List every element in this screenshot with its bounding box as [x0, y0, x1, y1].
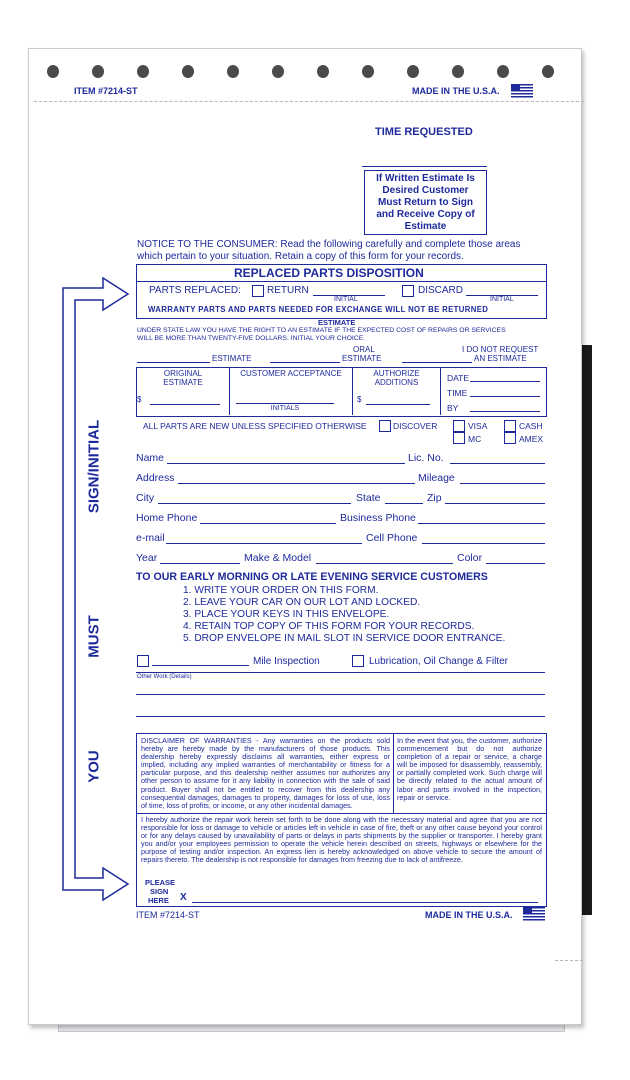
signature-prompt: HERE [148, 896, 169, 905]
lube-label: Lubrication, Oil Change & Filter [369, 656, 508, 667]
date-label: DATE [447, 373, 470, 383]
by-label: BY [447, 403, 459, 413]
estimate-notice-line: Desired Customer [382, 185, 469, 196]
authorize-label: ADDITIONS [374, 378, 419, 387]
legal-divider [137, 813, 546, 814]
cancellation-text: In the event that you, the customer, authorize commencement but do not authorize completion of a repair or service, a charge will be imposed for disassembly, reassembly, or partially completed work. Such charge will be directly related to the actual amount of labor and parts involved in the inspection, repair or service. [397, 736, 542, 802]
by-field[interactable] [470, 411, 540, 412]
zip-field[interactable] [445, 503, 545, 504]
customer-acceptance-label: CUSTOMER ACCEPTANCE [240, 369, 342, 378]
time-requested-line [362, 166, 487, 167]
discard-initial-caption: INITIAL [490, 296, 514, 303]
lube-checkbox[interactable] [352, 655, 364, 667]
us-flag-icon [523, 907, 545, 921]
estimate-law-text: UNDER STATE LAW YOU HAVE THE RIGHT TO AN ESTIMATE IF THE EXPECTED COST OF REPAIRS OR SERVICES [137, 327, 506, 334]
mile-inspection-label: Mile Inspection [253, 656, 320, 667]
year-label: Year [136, 552, 158, 564]
legal-divider [393, 733, 394, 813]
warranty-text: WARRANTY PARTS AND PARTS NEEDED FOR EXCHANGE WILL NOT BE RETURNED [148, 305, 489, 314]
estimate-table-divider [440, 367, 441, 415]
parts-new-text: ALL PARTS ARE NEW UNLESS SPECIFIED OTHERWISE [143, 421, 367, 431]
written-estimate-line[interactable] [137, 362, 210, 363]
side-banner-must: MUST [85, 615, 103, 658]
estimate-notice-line: If Written Estimate Is [376, 173, 475, 184]
discover-label: DISCOVER [393, 421, 438, 431]
customer-acceptance-field[interactable] [236, 403, 334, 404]
disclaimer-text: DISCLAIMER OF WARRANTIES - Any warranties on the products sold hereby are hereby made by the manufacturers of those products. This dealership hereby expressly disclaims all warranties, either express or implied, including any implied warranties of merchantability or fitness for a particular purpose, and this dealership neither assumes nor authorizes any other person to assume for it any liability in connection with the sale of said product. Buyer shall not be entitled to recover from this dealership any consequential damages, damages to property, damages for loss of use, loss of time, loss of profits, or income, or any other incidental damages. [141, 736, 390, 810]
city-field[interactable] [158, 503, 351, 504]
header-made-in: MADE IN THE U.S.A. [412, 86, 500, 96]
written-estimate-label: ESTIMATE [212, 354, 252, 363]
estimate-heading: ESTIMATE [318, 318, 356, 327]
binding-hole [317, 65, 329, 78]
binding-hole [137, 65, 149, 78]
early-service-step: 4. RETAIN TOP COPY OF THIS FORM FOR YOUR RECORDS. [183, 621, 475, 632]
other-work-label: Other Work (Details) [137, 674, 192, 680]
state-label: State [356, 492, 381, 504]
authorize-label: AUTHORIZE [373, 369, 420, 378]
oral-label: ORAL [353, 345, 375, 354]
discard-checkbox[interactable] [402, 285, 414, 297]
other-work-line[interactable] [136, 694, 545, 695]
estimate-notice-line: and Receive Copy of [376, 209, 475, 220]
binding-hole [182, 65, 194, 78]
parts-disposition-title: REPLACED PARTS DISPOSITION [234, 266, 424, 280]
name-field[interactable] [167, 463, 405, 464]
cell-phone-label: Cell Phone [366, 532, 418, 544]
original-estimate-field[interactable] [150, 404, 220, 405]
time-requested-label: TIME REQUESTED [375, 126, 473, 138]
color-field[interactable] [486, 563, 545, 564]
binding-hole [542, 65, 554, 78]
footer-item-number: ITEM #7214-ST [136, 910, 200, 920]
signature-field[interactable] [192, 902, 538, 903]
authorize-field[interactable] [366, 404, 430, 405]
color-label: Color [457, 552, 483, 564]
no-estimate-label: AN ESTIMATE [474, 354, 527, 363]
signature-prompt: PLEASE [145, 878, 176, 887]
zip-label: Zip [427, 492, 442, 504]
binding-hole [452, 65, 464, 78]
discard-label: DISCARD [418, 285, 464, 296]
signature-x: X [180, 892, 187, 903]
cash-checkbox[interactable] [504, 420, 516, 432]
binding-hole [497, 65, 509, 78]
oral-estimate-label: ESTIMATE [342, 354, 382, 363]
authorization-text: I hereby authorize the repair work herein set forth to be done along with the necessary material and agree that you are not responsible for loss or damage to vehicle or articles left in vehicle in case of fire, theft or any other cause beyond your control or for any delays caused by unavailability of parts or delays in parts shipments by the supplier or transporter. I hereby grant you and/or your employees permission to operate the vehicle herein described on streets, highways or elsewhere for the purpose of testing and/or inspection. An express lien is hereby acknowledged on above vehicle to secure the amount of repairs thereto. The dealership is not responsible for damages from freezing due to lack of antifreeze. [141, 815, 542, 865]
mile-inspection-checkbox[interactable] [137, 655, 149, 667]
make-model-field[interactable] [316, 563, 453, 564]
early-service-step: 2. LEAVE YOUR CAR ON OUR LOT AND LOCKED. [183, 597, 421, 608]
return-label: RETURN [267, 285, 309, 296]
binding-hole [227, 65, 239, 78]
mile-inspection-field[interactable] [152, 665, 249, 666]
oral-estimate-line[interactable] [270, 362, 340, 363]
early-service-step: 1. WRITE YOUR ORDER ON THIS FORM. [183, 585, 379, 596]
binding-hole [272, 65, 284, 78]
parts-disposition-rule [137, 281, 546, 282]
estimate-notice-line: Estimate [404, 221, 447, 232]
original-estimate-label: ESTIMATE [163, 378, 203, 387]
amex-checkbox[interactable] [504, 432, 516, 444]
name-label: Name [136, 452, 165, 464]
home-phone-label: Home Phone [136, 512, 198, 524]
early-service-heading: TO OUR EARLY MORNING OR LATE EVENING SERVICE CUSTOMERS [136, 571, 488, 583]
consumer-notice: NOTICE TO THE CONSUMER: Read the following carefully and complete those areas [137, 239, 521, 250]
early-service-step: 5. DROP ENVELOPE IN MAIL SLOT IN SERVICE DOOR ENTRANCE. [183, 633, 506, 644]
email-field[interactable] [166, 543, 362, 544]
return-checkbox[interactable] [252, 285, 264, 297]
initials-caption: INITIALS [270, 405, 300, 412]
perforation-line [555, 960, 583, 961]
business-phone-label: Business Phone [340, 512, 416, 524]
binding-hole [362, 65, 374, 78]
amex-label: AMEX [519, 434, 544, 444]
visa-checkbox[interactable] [453, 420, 465, 432]
address-label: Address [136, 472, 175, 484]
address-field[interactable] [178, 483, 415, 484]
binding-hole [47, 65, 59, 78]
binding-hole [407, 65, 419, 78]
early-service-step: 3. PLACE YOUR KEYS IN THIS ENVELOPE. [183, 609, 390, 620]
side-banner-you: YOU [85, 750, 103, 783]
state-field[interactable] [385, 503, 423, 504]
lic-no-field[interactable] [450, 463, 545, 464]
other-work-rule [136, 672, 545, 673]
mileage-label: Mileage [418, 472, 455, 484]
estimate-notice-line: Must Return to Sign [378, 197, 473, 208]
mc-label: MC [468, 434, 482, 444]
original-estimate-label: ORIGINAL [163, 369, 203, 378]
year-field[interactable] [160, 563, 240, 564]
perforation-line [34, 101, 584, 102]
date-field[interactable] [470, 381, 540, 382]
discover-checkbox[interactable] [379, 420, 391, 432]
authorize-dollar: $ [357, 395, 362, 404]
time-field[interactable] [470, 396, 540, 397]
side-banner-sign-initial: SIGN/INITIAL [85, 419, 103, 514]
parts-replaced-label: PARTS REPLACED: [149, 285, 241, 296]
binding-hole [92, 65, 104, 78]
mileage-field[interactable] [460, 483, 545, 484]
no-estimate-label: I DO NOT REQUEST [462, 345, 539, 354]
cell-phone-field[interactable] [422, 543, 545, 544]
lic-no-label: Lic. No. [408, 452, 444, 464]
make-model-label: Make & Model [244, 552, 312, 564]
visa-label: VISA [468, 421, 488, 431]
original-dollar: $ [137, 395, 142, 404]
footer-made-in: MADE IN THE U.S.A. [425, 910, 513, 920]
signature-prompt: SIGN [150, 887, 169, 896]
header-item-number: ITEM #7214-ST [74, 86, 138, 96]
us-flag-icon [511, 84, 533, 98]
no-estimate-line[interactable] [402, 362, 472, 363]
return-initial-caption: INITIAL [334, 296, 358, 303]
consumer-notice: which pertain to your situation. Retain a copy of this form for your records. [137, 251, 464, 262]
city-label: City [136, 492, 155, 504]
other-work-line[interactable] [136, 716, 545, 717]
email-label: e-mail [136, 532, 165, 544]
estimate-law-text: WILL BE MORE THAN TWENTY-FIVE DOLLARS. INITIAL YOUR CHOICE. [137, 335, 366, 342]
home-phone-field[interactable] [200, 523, 336, 524]
time-label: TIME [447, 388, 468, 398]
mc-checkbox[interactable] [453, 432, 465, 444]
cash-label: CASH [519, 421, 543, 431]
business-phone-field[interactable] [418, 523, 545, 524]
